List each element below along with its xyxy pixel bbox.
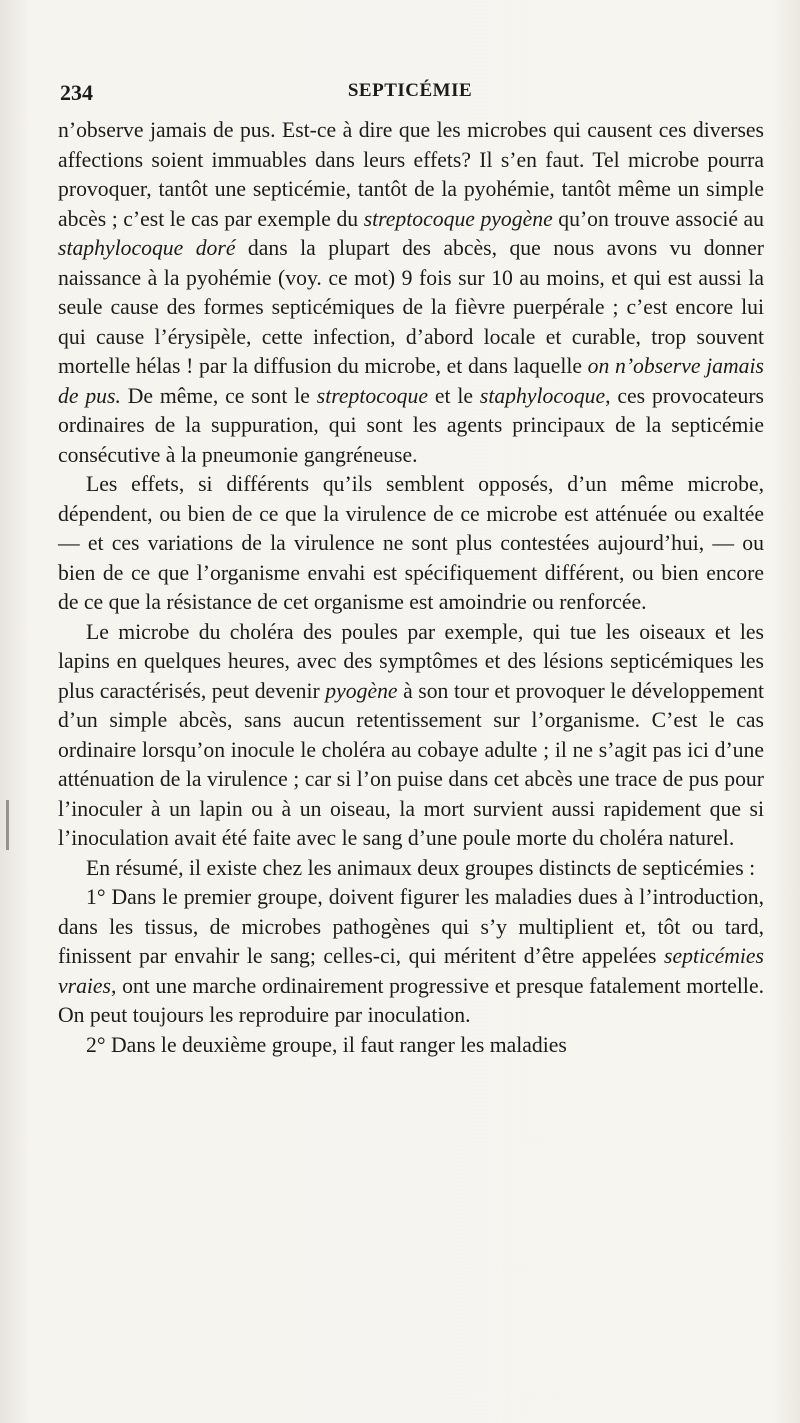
page-header <box>60 80 760 110</box>
text-run: dans la plupart des abcès, que nous avons vu donner naissance à la pyohémie (voy. ce mot) 9 fois sur 10 au moins, et qui est aussi la seule cause des formes septicémiques de la fièvre puerpérale ; c’est encore lui qui cause l’érysipèle, cette infection, d’abord locale et curable, trop souvent mortelle hélas ! par la diffusion du microbe, et dans laquelle <box>58 236 764 378</box>
page-edge-mark <box>6 800 9 850</box>
paragraph <box>58 618 764 854</box>
italic-term: streptocoque pyogène <box>363 206 553 231</box>
page-number: 234 <box>60 80 93 105</box>
paragraph <box>58 854 764 884</box>
text-run: à son tour et provoquer le développement d’un simple abcès, sans aucun retentissement sur l’organisme. C’est le cas ordinaire lorsqu’on inocule le choléra au cobaye adulte ; il ne s’agit pas ici d’une atténuation de la virulence ; car si l’on puise dans cet abcès une trace de pus pour l’inoculer à un lapin ou à un oiseau, la mort survient aussi rapidement que si l’inoculation avait été faite avec le sang d’une poule morte du choléra naturel. <box>58 678 764 850</box>
paragraph <box>58 1031 764 1061</box>
text-run: Les effets, si différents qu’ils semblent opposés, d’un même microbe, dépendent, ou bien de ce que la virulence de ce microbe est atténuée ou exaltée — et ces variations de la virulence ne sont plus contestées aujourd’hui, — ou bien de ce que l’organisme envahi est spécifiquement différent, ou bien encore de ce que la résistance de cet organisme est amoindrie ou renforcée. <box>58 472 764 614</box>
text-run: n’observe jamais de pus. Est-ce à dire que les microbes qui causent ces diverses affections soient immuables dans leurs effets? Il s’en faut. Tel microbe pourra provoquer, tantôt une septicémie, tantôt de la pyohémie, tantôt même un simple abcès ; c’est le cas par exemple du <box>58 118 764 231</box>
text-run: qu’on trouve associé au <box>552 206 764 231</box>
italic-term: staphylocoque doré <box>58 236 236 260</box>
text-run: 1° Dans le premier groupe, doivent figurer les maladies dues à l’introduction, dans les tissus, de microbes pathogènes qui s’y multiplient et, tôt ou tard, finissent par envahir le sang; celles-ci, qui méritent d’être appelées <box>58 885 764 968</box>
italic-term: septicémies vraies <box>58 944 764 998</box>
text-run: De même, ce sont le <box>120 383 317 408</box>
text-run: et le <box>428 383 480 408</box>
body-text <box>58 116 764 1060</box>
paragraph <box>58 470 764 618</box>
text-run: Le microbe du choléra des poules par exemple, qui tue les oiseaux et les lapins en quelques heures, avec des symptômes et des lésions septicémiques les plus caractérisés, peut devenir <box>58 619 764 703</box>
paragraph <box>58 883 764 1031</box>
text-run: 2° Dans le deuxième groupe, il faut ranger les maladies <box>86 1032 567 1057</box>
italic-term: streptocoque <box>316 383 428 408</box>
text-run: , ont une marche ordinairement progressive et presque fatalement mortelle. On peut toujours les reproduire par inoculation. <box>58 973 764 1027</box>
italic-term: staphylocoque <box>479 383 606 408</box>
running-head: SEPTICÉMIE <box>347 80 473 101</box>
text-run: , ces provocateurs ordinaires de la suppuration, qui sont les agents principaux de la septicémie consécutive à la pneumonie gangréneuse. <box>58 383 764 467</box>
paragraph <box>58 116 764 470</box>
text-run: En résumé, il existe chez les animaux deux groupes distincts de septicémies : <box>86 855 756 880</box>
italic-term: on n’observe jamais de pus. <box>58 354 764 408</box>
italic-term: pyogène <box>325 678 398 703</box>
